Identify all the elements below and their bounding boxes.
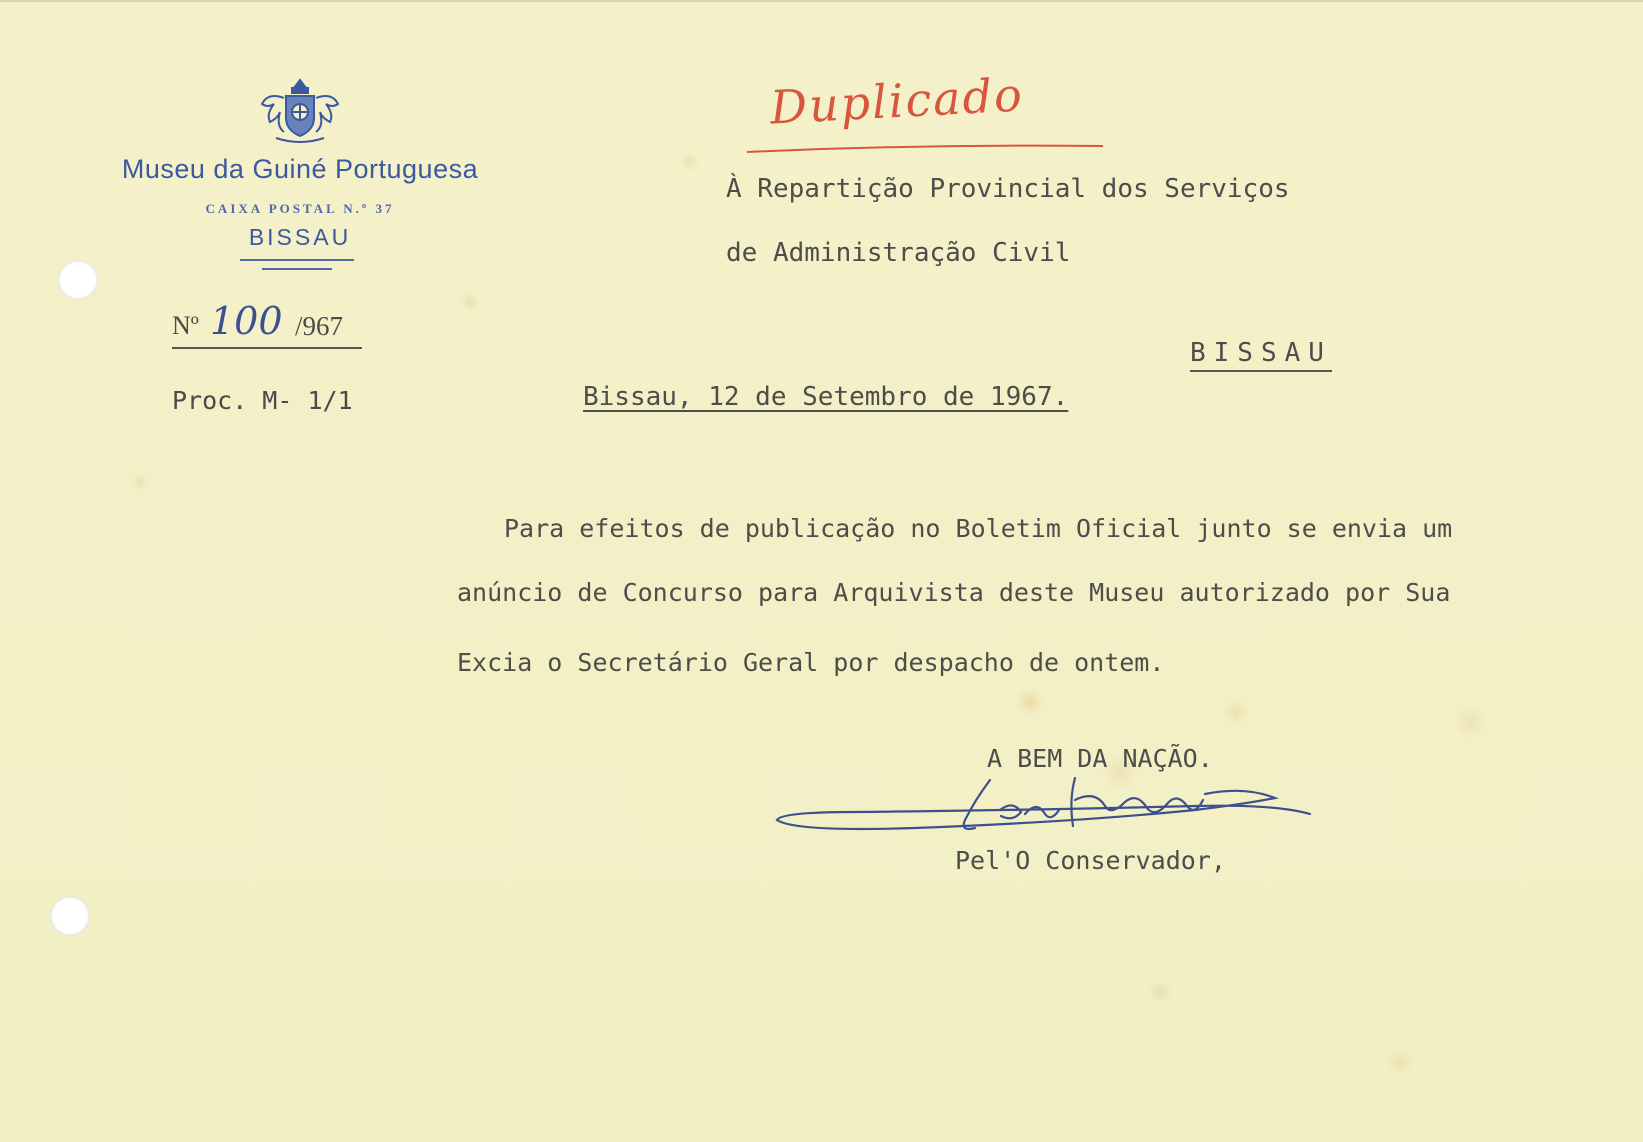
body-line-3: Excia o Secretário Geral por despacho de ontem. (457, 648, 1165, 677)
body-line-2: anúncio de Concurso para Arquivista deste Museu autorizado por Sua (457, 578, 1451, 607)
number-year: /967 (295, 311, 344, 341)
date-line: Bissau, 12 de Setembro de 1967. (583, 382, 1069, 412)
punch-hole-top (58, 260, 98, 300)
handwritten-number: 100 (210, 299, 283, 343)
addressee-line-1: À Repartição Provincial dos Serviços (726, 174, 1290, 204)
process-reference: Proc. M- 1/1 (172, 386, 353, 415)
document-number (172, 299, 362, 349)
duplicado-underline (745, 144, 1105, 156)
punch-hole-bottom (50, 896, 90, 936)
institution-name: Museu da Guiné Portuguesa (121, 154, 479, 184)
letterhead-rule-top (240, 259, 354, 261)
number-prefix: Nº (172, 311, 199, 340)
signatory-title: Pel'O Conservador, (955, 846, 1226, 875)
letterhead-rule-bottom (262, 268, 332, 270)
addressee-city: BISSAU (1190, 338, 1332, 372)
body-line-1: Para efeitos de publicação no Boletim Oficial junto se envia um (504, 514, 1453, 543)
closing-salutation: A BEM DA NAÇÃO. (987, 744, 1213, 773)
postal-box: CAIXA POSTAL N.º 37 (205, 201, 395, 216)
signature (775, 770, 1335, 850)
addressee-line-2: de Administração Civil (726, 238, 1071, 268)
coat-of-arms-icon (254, 74, 346, 146)
letterhead-city: BISSAU (248, 224, 352, 250)
duplicado-annotation: Duplicado (768, 67, 1025, 135)
